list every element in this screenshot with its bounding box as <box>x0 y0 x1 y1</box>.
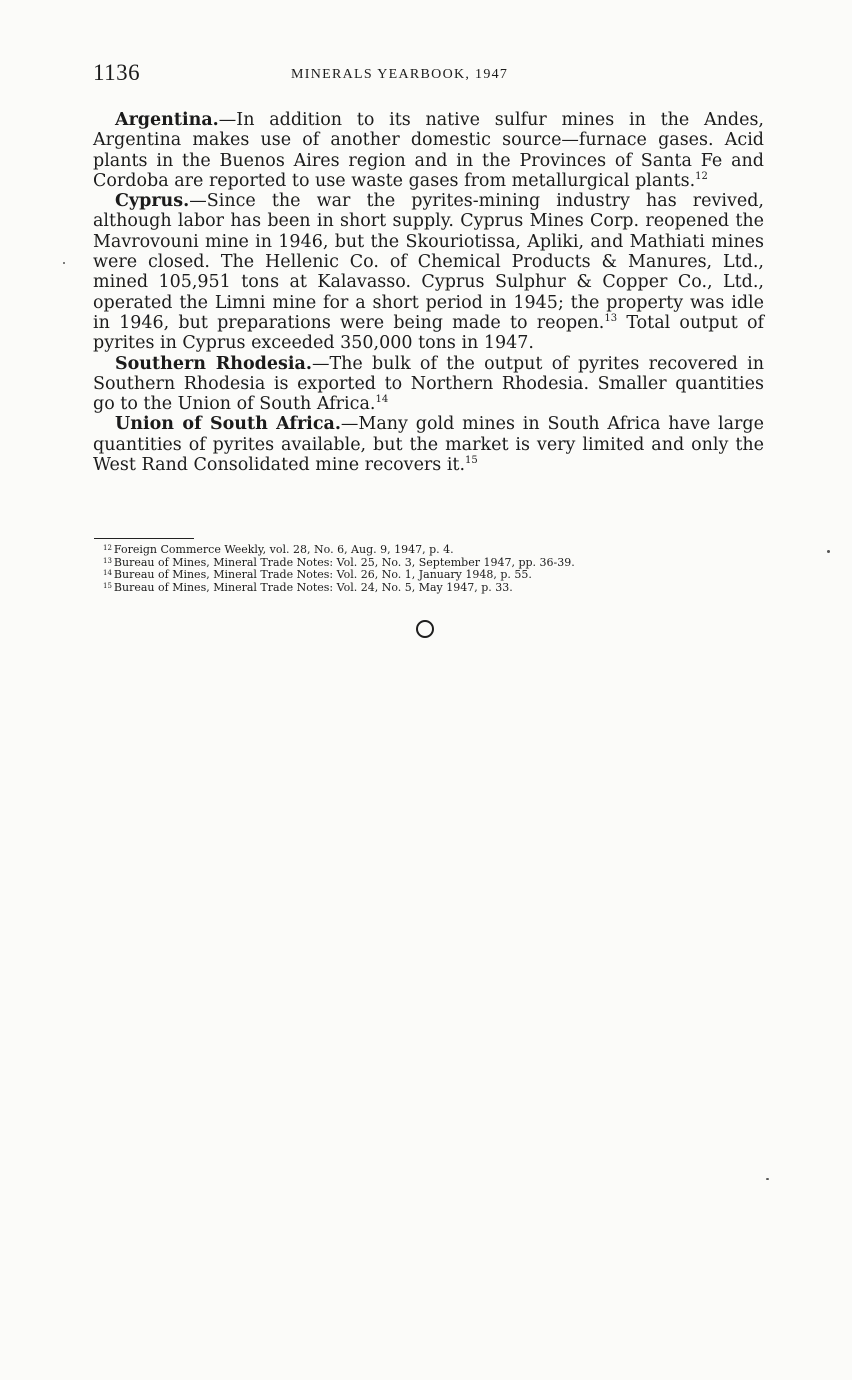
paragraph-text: —The bulk of the output of pyrites recovered in Southern Rhodesia is exported to Northern Rhodesia. Smaller quantities go to the Union of South Africa. <box>93 353 764 415</box>
page-number: 1136 <box>93 60 141 85</box>
footnote-number: 15 <box>103 581 112 590</box>
footnote-ref: 14 <box>375 394 389 406</box>
footnote-number: 13 <box>103 556 112 565</box>
scan-speck <box>63 262 65 264</box>
section-heading-argentina: Argentina. <box>115 110 219 130</box>
paragraph-text: Total output of pyrites in Cyprus exceeded 350,000 tons in 1947. <box>93 312 764 354</box>
footnote-ref: 12 <box>695 171 708 183</box>
footnote-text: Bureau of Mines, Mineral Trade Notes: Vol. 25, No. 3, September 1947, pp. 36-39. <box>113 555 575 569</box>
footnote-text: Bureau of Mines, Mineral Trade Notes: Vol. 26, No. 1, January 1948, p. 55. <box>113 568 532 581</box>
scan-speck <box>827 550 830 553</box>
footnote-number: 14 <box>103 569 112 577</box>
footnote-ref: 15 <box>465 455 478 467</box>
paragraph-text: —In addition to its native sulfur mines in the Andes, Argentina makes use of another domestic source—furnace gases. Acid plants in the Buenos Aires region and in the Provinces of Santa Fe and Cordoba are reported to use waste gases from metallurgical plants. <box>93 110 764 191</box>
paragraph-cyprus <box>93 191 764 353</box>
paragraph-southern-rhodesia <box>93 354 764 415</box>
section-heading-union-of-south-africa: Union of South Africa. <box>115 414 341 435</box>
circle-mark <box>416 620 434 638</box>
footnote-number: 12 <box>103 544 112 552</box>
running-head: MINERALS YEARBOOK, 1947 <box>291 67 509 82</box>
footnote-text: Foreign Commerce Weekly, vol. 28, No. 6, Aug. 9, 1947, p. 4. <box>113 543 454 556</box>
paragraph-argentina <box>93 110 764 191</box>
scan-speck <box>766 1178 769 1180</box>
footnote-item <box>103 582 703 595</box>
paragraph-text: —Many gold mines in South Africa have large quantities of pyrites available, but the market is very limited and only the West Rand Consolidated mine recovers it. <box>93 414 764 476</box>
section-heading-southern-rhodesia: Southern Rhodesia. <box>115 353 312 374</box>
paragraph-union-of-south-africa <box>93 414 764 475</box>
body-text <box>93 110 764 475</box>
footnotes <box>103 544 703 594</box>
footnote-ref: 13 <box>604 313 618 325</box>
footnote-text: Bureau of Mines, Mineral Trade Notes: Vol. 24, No. 5, May 1947, p. 33. <box>113 580 513 594</box>
section-heading-cyprus: Cyprus. <box>115 191 190 212</box>
footnote-rule <box>94 538 194 539</box>
paragraph-text: —Since the war the pyrites-mining industry has revived, although labor has been in short supply. Cyprus Mines Corp. reopened the Mavrovouni mine in 1946, but the Skouriotissa, Apliki, and Mathiati mines were closed. The Hellenic Co. of Chemical Products & Manures, Ltd., mined 105,951 tons at Kalavasso. Cyprus Sulphur & Copper Co., Ltd., operated the Limni mine for a short period in 1945; the property was idle in 1946, but preparations were being made to reopen. <box>93 191 764 333</box>
